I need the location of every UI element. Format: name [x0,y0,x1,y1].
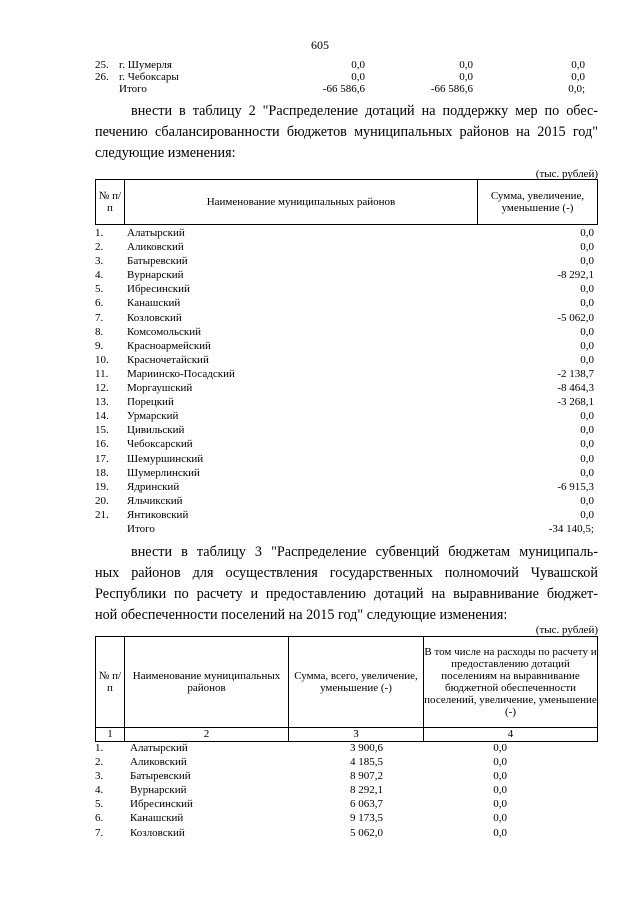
row-value: -5 062,0 [557,311,594,324]
table-row [95,741,598,755]
table2-body [95,226,598,536]
row-value: 0,0 [459,71,473,83]
row-incl: 0,0 [493,798,507,811]
row-name: Аликовский [127,241,184,254]
table-row [95,240,598,254]
row-value: 0,0 [580,410,594,423]
table-row [95,339,598,353]
row-number: 17. [95,452,109,465]
row-name: г. Чебоксары [119,71,179,83]
row-name: Чебоксарский [127,438,193,451]
row-value: 0,0 [580,438,594,451]
row-number: 9. [95,339,104,352]
row-number: 3. [95,770,104,783]
row-value: 0,0 [571,71,585,83]
table-row [95,353,598,367]
row-name: Красноармейский [127,339,211,352]
table-row [95,71,585,83]
table3-body [95,741,598,840]
row-name: Яльчикский [127,494,183,507]
row-number: 2. [95,756,104,769]
row-name: Янтиковский [127,508,189,521]
row-name: г. Шумерля [119,59,172,71]
row-value: -34 140,5; [548,522,594,535]
paragraph-line: печению сбалансированности бюджетов муниципальных районов на 2015 год" [95,124,598,140]
table-row [95,508,598,522]
row-name: Цивильский [127,424,185,437]
row-name: Батыревский [127,255,188,268]
header-sum: Сумма, всего, увеличение, уменьшение (-) [289,637,424,727]
row-number: 19. [95,480,109,493]
column-number: 1 [96,728,125,741]
header-name: Наименование муниципальных районов [125,637,289,727]
row-value: 0,0 [580,339,594,352]
table-row [95,494,598,508]
table-row [95,254,598,268]
row-value: 0,0 [580,466,594,479]
table-row [95,755,598,769]
row-value: 0,0 [351,59,365,71]
paragraph-line: ных районов для осуществления государственных полномочий Чувашской [95,565,598,581]
row-number: 16. [95,438,109,451]
row-name: Итого [127,522,155,535]
row-number: 7. [95,311,104,324]
row-name: Алатырский [127,227,185,239]
paragraph-table3-intro [95,542,598,626]
row-number: 11. [95,367,109,380]
row-value: 0,0 [580,227,594,239]
row-incl: 0,0 [493,742,507,754]
unit-label: (тыс. рублей) [535,624,598,636]
row-number: 20. [95,494,109,507]
header-sum: Сумма, увеличение, уменьшение (-) [490,190,585,214]
row-value: 0,0 [459,59,473,71]
row-name: Моргаушский [127,382,193,395]
row-number: 4. [95,269,104,282]
table-row [95,797,598,811]
row-number: 6. [95,297,104,310]
table-row [95,466,598,480]
row-name: Канашский [127,297,181,310]
row-name: Урмарский [127,410,179,423]
table-row [95,395,598,409]
table-row [95,268,598,282]
paragraph-line: следующие изменения: [95,145,236,161]
row-value: 0,0 [580,424,594,437]
row-incl: 0,0 [493,812,507,825]
row-number: 21. [95,508,109,521]
table-row [95,423,598,437]
row-value: -2 138,7 [557,367,594,380]
row-number: 15. [95,424,109,437]
row-value: -6 915,3 [557,480,594,493]
row-number [95,83,119,95]
column-number-row [96,728,597,741]
row-name: Козловский [127,311,182,324]
row-name: Алатырский [130,742,188,754]
row-value: 0,0 [351,71,365,83]
row-value: -66 586,6 [430,83,473,95]
row-value: -8 292,1 [557,269,594,282]
row-number: 6. [95,812,104,825]
row-value: 0,0 [580,452,594,465]
table-row [95,452,598,466]
row-number: 25. [95,59,109,71]
row-name: Итого [119,83,147,95]
header-incl: В том числе на расходы по расчету и предоставлению дотаций поселениям на выравнивание бюджетной обеспеченности поселений, увеличение, уменьшение (-) [424,646,597,718]
row-name: Вурнарский [127,269,184,282]
paragraph-line: внести в таблицу 3 "Распределение субвенций бюджетам муниципаль- [131,544,598,560]
row-value: 0,0 [580,508,594,521]
table-row [95,311,598,325]
paragraph-line: внести в таблицу 2 "Распределение дотаций на поддержку мер по обес- [131,103,598,119]
table-row [95,367,598,381]
table2-header [95,179,598,225]
paragraph-line: ной обеспеченности поселений на 2015 год" следующие изменения: [95,607,508,623]
row-name: Мариинско-Посадский [127,367,235,380]
row-value: 0,0 [580,283,594,296]
row-name: Шемуршинский [127,452,204,465]
row-number: 1. [95,742,104,754]
row-value: -8 464,3 [557,382,594,395]
header-num: № п/п [96,180,125,224]
page-number: 605 [311,38,329,52]
row-name: Аликовский [130,756,187,769]
column-number: 2 [125,728,289,741]
row-value: 0,0 [580,297,594,310]
table-row [95,826,598,840]
row-number [95,522,124,536]
row-incl: 0,0 [493,770,507,783]
paragraph-line: Республики по расчету и предоставлению дотаций на выравнивание бюджет- [95,586,598,602]
row-sum: 4 185,5 [350,756,383,769]
row-sum: 8 907,2 [350,770,383,783]
row-number: 5. [95,798,104,811]
column-number: 4 [507,728,514,740]
row-number: 2. [95,241,104,254]
row-name: Красночетайский [127,353,209,366]
row-name: Комсомольский [127,325,202,338]
paragraph-table2-intro [95,101,598,164]
row-name: Шумерлинский [127,466,200,479]
table-row [95,282,598,296]
row-name: Ядринский [127,480,180,493]
table-row [95,325,598,339]
row-value: -66 586,6 [322,83,365,95]
row-value: 0,0; [568,83,585,95]
column-number: 3 [289,728,424,741]
row-value: 0,0 [580,494,594,507]
table-row [95,59,585,71]
row-sum: 6 063,7 [350,798,383,811]
table-row [95,811,598,825]
row-name: Канашский [130,812,184,825]
row-value: 0,0 [571,59,585,71]
row-name: Ибресинский [127,283,190,296]
table-row [95,437,598,451]
row-number: 7. [95,826,104,839]
row-number: 10. [95,353,109,366]
row-sum: 9 173,5 [350,812,383,825]
table-row [95,480,598,494]
row-number: 14. [95,410,109,423]
unit-label: (тыс. рублей) [535,168,598,180]
table-row [95,522,598,536]
row-name: Вурнарский [130,784,187,797]
row-value: 0,0 [580,255,594,268]
row-number: 13. [95,396,109,409]
row-number: 4. [95,784,104,797]
table-row [95,296,598,310]
row-sum: 8 292,1 [350,784,383,797]
table-row [95,783,598,797]
row-name: Батыревский [130,770,191,783]
header-name: Наименование муниципальных районов [125,180,478,224]
row-sum: 5 062,0 [350,826,383,839]
header-num: № п/п [96,637,125,727]
row-name: Порецкий [127,396,174,409]
table3-header [95,636,598,742]
table-row [95,769,598,783]
row-number: 8. [95,325,104,338]
row-number: 5. [95,283,104,296]
row-value: 0,0 [580,325,594,338]
row-number: 26. [95,71,109,83]
row-name: Козловский [130,826,185,839]
row-value: 0,0 [580,353,594,366]
row-number: 1. [95,227,104,239]
row-incl: 0,0 [493,784,507,797]
row-incl: 0,0 [493,826,507,839]
row-number: 18. [95,466,109,479]
row-number: 3. [95,255,104,268]
table-row [95,381,598,395]
row-sum: 3 900,6 [350,742,383,754]
table-row [95,226,598,240]
table-row [95,409,598,423]
row-value: 0,0 [580,241,594,254]
row-incl: 0,0 [493,756,507,769]
row-value: -3 268,1 [557,396,594,409]
continuation-table [95,59,585,95]
row-number: 12. [95,382,109,395]
table-row [95,83,585,95]
row-name: Ибресинский [130,798,193,811]
